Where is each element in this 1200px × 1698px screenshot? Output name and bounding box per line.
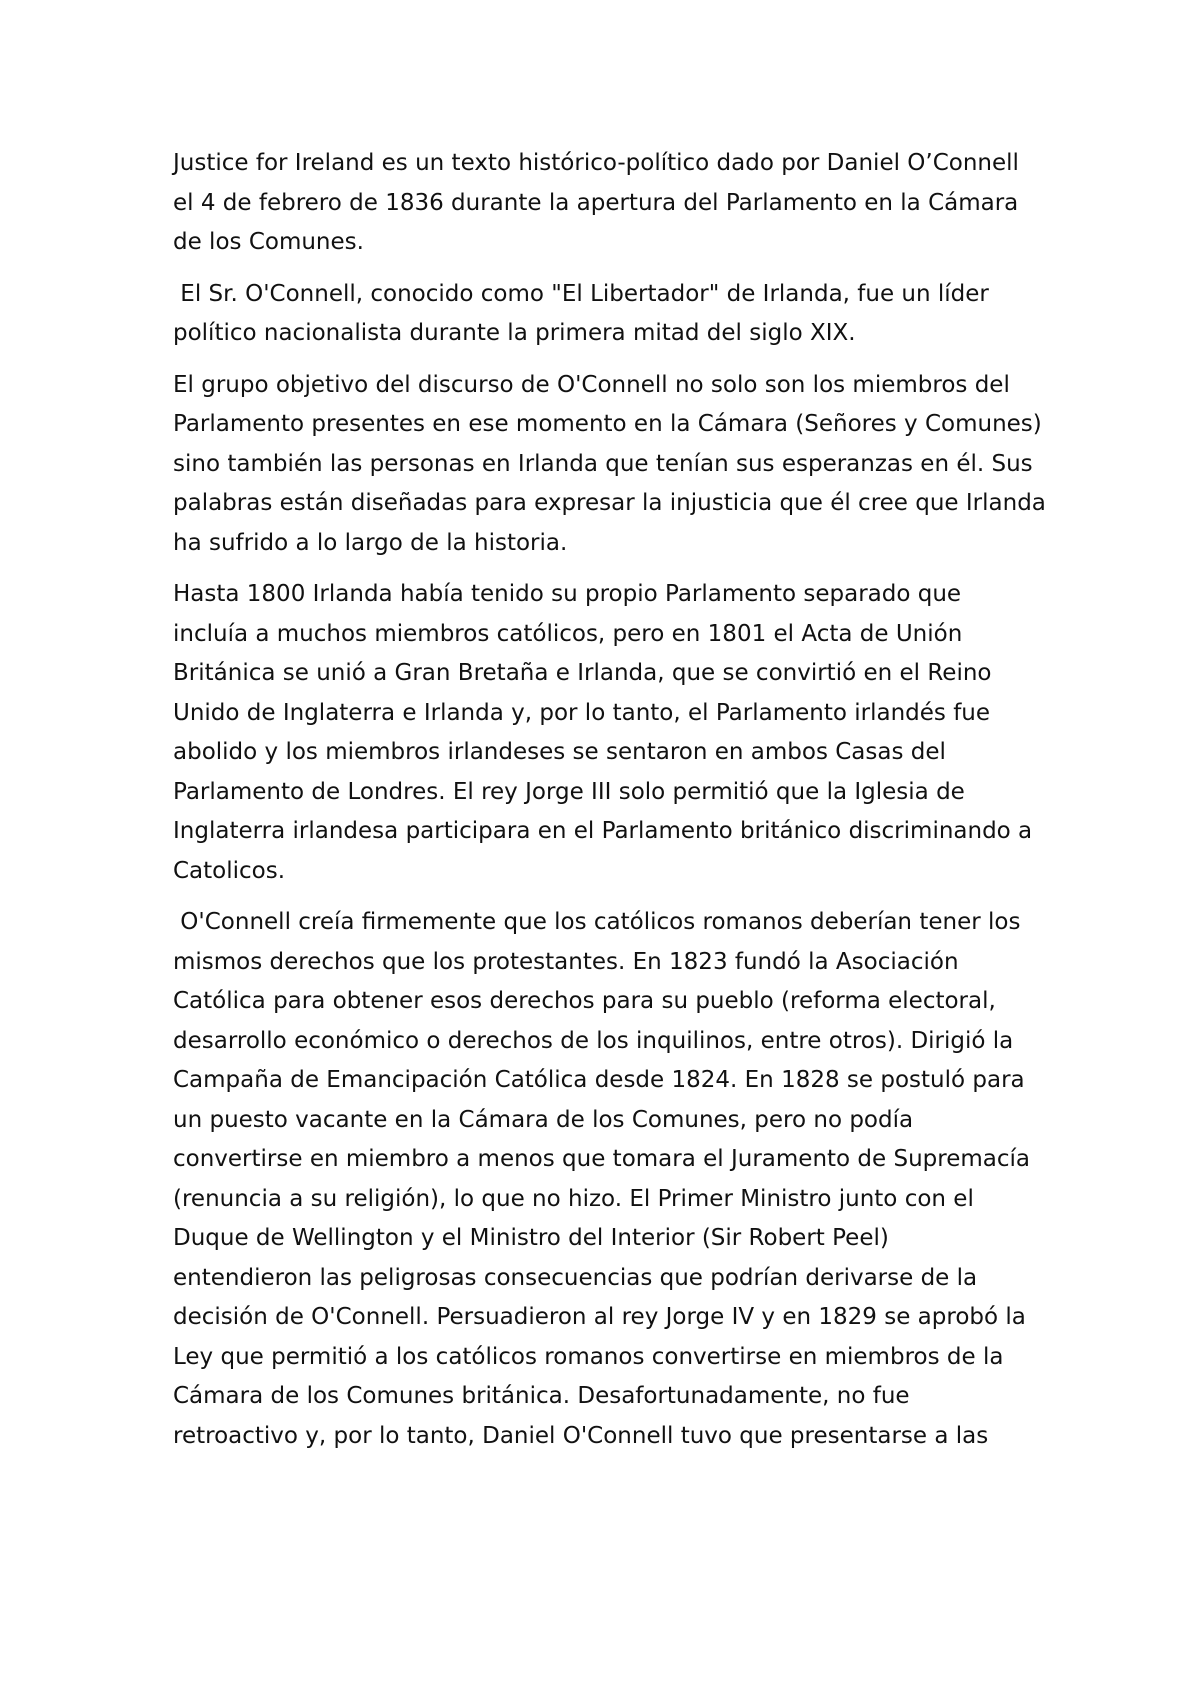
text-line: Ley que permitió a los católicos romanos convertirse en miembros de la: [173, 1343, 1004, 1370]
text-line: ha sufrido a lo largo de la historia.: [173, 529, 568, 556]
text-line: sino también las personas en Irlanda que tenían sus esperanzas en él. Sus: [173, 450, 1033, 477]
text-line: O'Connell creía firmemente que los católicos romanos deberían tener los: [173, 909, 1021, 935]
text-line: Justice for Ireland es un texto histórico-político dado por Daniel O’Connell: [173, 150, 1019, 176]
text-line: Parlamento de Londres. El rey Jorge III solo permitió que la Iglesia de: [173, 778, 965, 805]
text-line: mismos derechos que los protestantes. En 1823 fundó la Asociación: [173, 948, 959, 975]
text-line: Católica para obtener esos derechos para su pueblo (reforma electoral,: [173, 988, 996, 1014]
text-line: Parlamento presentes en ese momento en la Cámara (Señores y Comunes): [173, 411, 1042, 437]
text-line: Catolicos.: [173, 857, 286, 884]
text-line: Duque de Wellington y el Ministro del Interior (Sir Robert Peel): [173, 1225, 889, 1251]
text-line: un puesto vacante en la Cámara de los Comunes, pero no podía: [173, 1106, 914, 1133]
paragraph-act-of-union: [173, 575, 1053, 891]
document-body: [173, 144, 1053, 1468]
text-line: político nacionalista durante la primera mitad del siglo XIX.: [173, 320, 856, 346]
text-line: (renuncia a su religión), lo que no hizo. El Primer Ministro junto con el: [173, 1185, 974, 1212]
text-line: decisión de O'Connell. Persuadieron al rey Jorge IV y en 1829 se aprobó la: [173, 1304, 1026, 1330]
text-line: de los Comunes.: [173, 229, 364, 255]
text-line: retroactivo y, por lo tanto, Daniel O'Connell tuvo que presentarse a las: [173, 1422, 989, 1449]
text-line: Inglaterra irlandesa participara en el Parlamento británico discriminando a: [173, 818, 1033, 844]
text-line: El Sr. O'Connell, conocido como "El Libertador" de Irlanda, fue un líder: [173, 280, 989, 307]
text-line: Británica se unió a Gran Bretaña e Irlanda, que se convirtió en el Reino: [173, 660, 992, 686]
text-line: palabras están diseñadas para expresar la injusticia que él cree que Irlanda: [173, 490, 1046, 516]
text-line: El grupo objetivo del discurso de O'Connell no solo son los miembros del: [173, 371, 1010, 398]
text-line: abolido y los miembros irlandeses se sentaron en ambos Casas del: [173, 739, 946, 765]
text-line: Hasta 1800 Irlanda había tenido su propio Parlamento separado que: [173, 581, 962, 607]
text-line: entendieron las peligrosas consecuencias que podrían derivarse de la: [173, 1264, 978, 1291]
paragraph-audience: [173, 366, 1053, 564]
text-line: desarrollo económico o derechos de los inquilinos, entre otros). Dirigió la: [173, 1027, 1014, 1054]
text-line: convertirse en miembro a menos que tomara el Juramento de Supremacía: [173, 1146, 1030, 1172]
text-line: Campaña de Emancipación Católica desde 1824. En 1828 se postuló para: [173, 1067, 1025, 1093]
text-line: el 4 de febrero de 1836 durante la apertura del Parlamento en la Cámara: [173, 189, 1019, 216]
text-line: incluía a muchos miembros católicos, pero en 1801 el Acta de Unión: [173, 620, 963, 647]
text-line: Cámara de los Comunes británica. Desafortunadamente, no fue: [173, 1383, 910, 1409]
paragraph-intro: [173, 144, 1053, 263]
paragraph-emancipation: [173, 903, 1053, 1456]
paragraph-liberator: [173, 275, 1053, 354]
text-line: Unido de Inglaterra e Irlanda y, por lo tanto, el Parlamento irlandés fue: [173, 699, 991, 726]
